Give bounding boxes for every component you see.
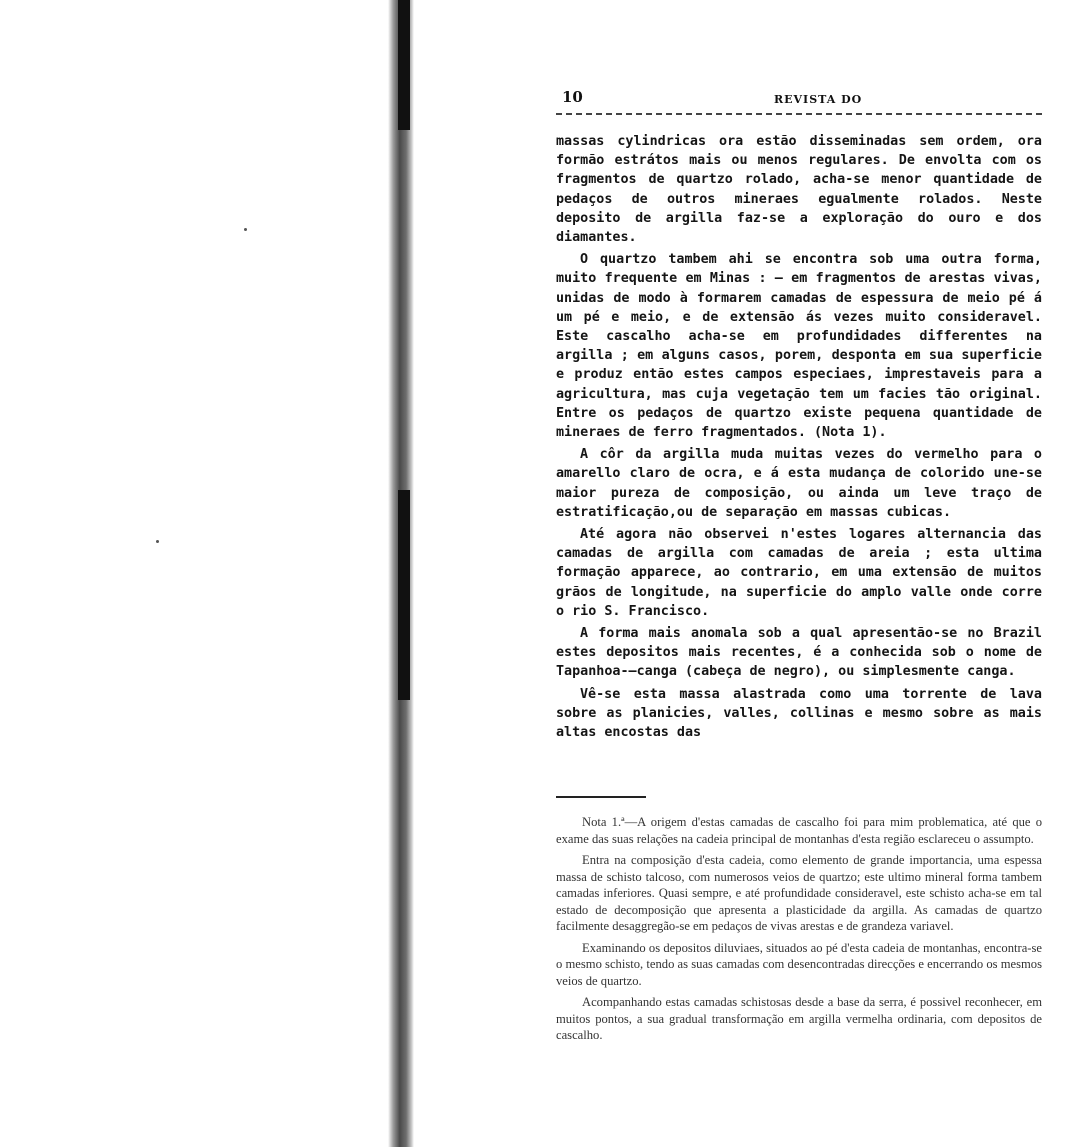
paragraph: Até agora não observei n'estes logares alternancia das camadas de argilla com camadas de areia ; esta ultima formação apparece, ao contrario, em uma extensão de muitos grãos de longitude, na superficie do amplo valle onde corre o rio S. Francisco. — [556, 527, 1042, 619]
header-rule — [556, 113, 1042, 115]
paragraph: A côr da argilla muda muitas vezes do vermelho para o amarello claro de ocra, e á esta mudança de colorido une-se maior pureza de composição, ou ainda um leve traço de estratificação,ou de separação em massas cubicas. — [556, 447, 1042, 520]
page-number: 10 — [562, 88, 583, 106]
footnote-rule — [556, 796, 646, 798]
footnote: Entra na composição d'esta cadeia, como elemento de grande importancia, uma espessa massa de schisto talcoso, com numerosos veios de quartzo; este ultimo mineral forma tambem camadas inferiores. Quasi sempre, e até profundidade consideravel, este schisto acha-se em tal estado de decomposição que apresenta a plasticidade da argilla. As camadas de quartzo facilmente desaggregão-se em pedaços de vivas arestas e de grandeza variavel. — [556, 853, 1042, 934]
gutter-shadow — [398, 0, 410, 130]
footnote: Nota 1.ª—A origem d'estas camadas de cascalho foi para mim problematica, até que o exame das suas relações na cadeia principal de montanhas d'esta região esclareceu o assumpto. — [556, 815, 1042, 846]
footnote: Acompanhando estas camadas schistosas desde a base da serra, é possivel reconhecer, em muitos pontos, a sua gradual transformação em argilla vermelha ordinaria, com depositos de cascalho. — [556, 995, 1042, 1043]
scan-speck — [156, 540, 159, 543]
paragraph: Vê-se esta massa alastrada como uma torrente de lava sobre as planicies, valles, collinas e mesmo sobre as mais altas encostas das — [556, 686, 1042, 741]
page-header — [556, 86, 1042, 112]
scan-speck — [244, 228, 247, 231]
document-page — [556, 86, 1042, 1049]
gutter-shadow — [398, 490, 410, 700]
paragraph: O quartzo tambem ahi se encontra sob uma outra forma, muito frequente em Minas : — em fragmentos de arestas vivas, unidas de modo à formarem camadas de espessura de meio pé á um pé e meio, e de extensão ás vezes muito consideravel. Este cascalho acha-se em profundidades differentes na argilla ; em alguns casos, porem, desponta em sua superficie e produz então estes campos especiaes, imprestaveis para a agricultura, mas cuja vegetação tem um facies tão original. Entre os pedaços de quartzo existe pequena quantidade de mineraes de ferro fragmentados. (Nota 1). — [556, 252, 1042, 441]
running-title: REVISTA DO — [774, 93, 863, 106]
footnotes — [556, 814, 1042, 1044]
paragraph: A forma mais anomala sob a qual apresentão-se no Brazil estes depositos mais recentes, é a conhecida sob o nome de Tapanhoa-—canga (cabeça de negro), ou simplesmente canga. — [556, 626, 1042, 680]
paragraph: massas cylindricas ora estão disseminadas sem ordem, ora formão estrátos mais ou menos regulares. De envolta com os fragmentos de quartzo rolado, acha-se menor quantidade de pedaços de outros mineraes egualmente rolados. Neste deposito de argilla faz-se a exploração do ouro e dos diamantes. — [556, 134, 1042, 246]
body-text — [556, 132, 1042, 742]
footnote: Examinando os depositos diluviaes, situados ao pé d'esta cadeia de montanhas, encontra-se o mesmo schisto, tendo as suas camadas com desencontradas direcções e encerrando os mesmos veios de quartzo. — [556, 940, 1042, 988]
